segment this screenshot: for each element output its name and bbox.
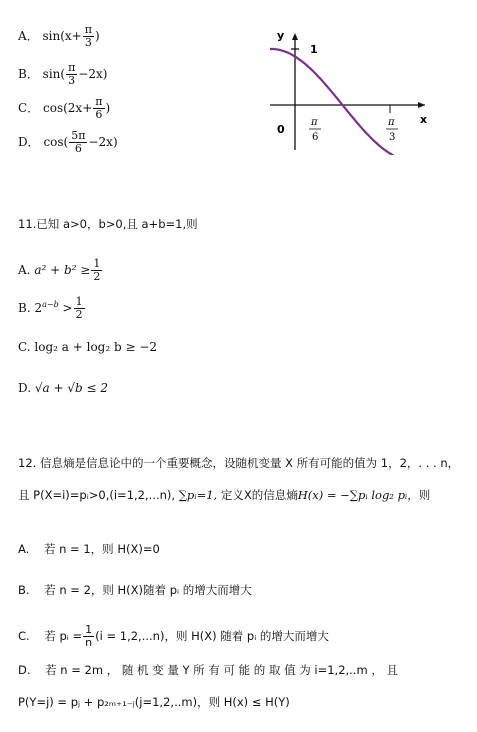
q12-option-d: D. 若 n = 2m ， 随 机 变 量 Y 所 有 可 能 的 取 值 为 i=1,2,..m ， 且 (18, 663, 399, 677)
origin-label: 0 (277, 123, 285, 136)
q12-stem-line2: 且 P(X=i)=pᵢ>0,(i=1,2,...n), ∑pᵢ=1, 定义X的信息熵H(x) = −∑pᵢ log₂ pᵢ，则 (18, 488, 431, 502)
tick-pi6-den: 6 (312, 132, 319, 143)
x-axis-arrow (418, 102, 425, 108)
tick-pi6-num: π (311, 117, 318, 128)
q10-option-c: C． cos(2x+ $\frac{\pi}{6}$ ) (18, 95, 111, 121)
q12-stem-line1: 12. 信息熵是信息论中的一个重要概念，设随机变量 X 所有可能的值为 1，2，. . . n， (18, 456, 460, 470)
fraction: $\frac{\pi}{6}$ (95, 95, 103, 121)
q11-option-b: B. $2^{a-b}$ > $\frac{1}{2}$ (18, 295, 83, 321)
y-axis-label: y (277, 29, 285, 42)
q12-option-d-line2: P(Y=j) = pⱼ + p₂ₘ₊₁₋ⱼ(j=1,2,..m)，则 H(x) ≤ H(Y) (18, 695, 290, 709)
fraction: $\frac{1}{n}$ (85, 623, 93, 649)
q11-option-c: C. log₂ a + log₂ b ≥ −2 (18, 340, 158, 354)
q12-option-a: A. 若 n = 1，则 H(X)=0 (18, 542, 160, 556)
q10-option-b: B． sin( $\frac{\pi}{3}$ −2x) (18, 61, 108, 87)
sine-graph (265, 25, 435, 155)
q10-option-a: A． sin(x+ $\frac{\pi}{3}$ ) (18, 23, 100, 49)
q11-option-a: A. a² + b² ≥ $\frac{1}{2}$ (18, 257, 101, 283)
fraction: $\frac{1}{2}$ (75, 295, 83, 321)
fraction: $\frac{\pi}{3}$ (84, 23, 92, 49)
q12-option-c: C. 若 pᵢ = $\frac{1}{n}$ (i = 1,2,...n)，则 H(X) 随着 pᵢ 的增大而增大 (18, 623, 329, 649)
fraction: $\frac{1}{2}$ (93, 257, 101, 283)
fraction: $\frac{\pi}{3}$ (68, 61, 76, 87)
tick-pi3-num: π (388, 117, 395, 128)
y-tick-label: 1 (310, 43, 318, 56)
tick-pi3-den: 3 (389, 132, 396, 143)
q10-option-d: D． cos( $\frac{5\pi}{6}$ −2x) (18, 129, 118, 155)
q11-stem: 11.已知 a>0，b>0,且 a+b=1,则 (18, 217, 198, 231)
y-axis-arrow (292, 33, 298, 40)
fraction: $\frac{5\pi}{6}$ (71, 129, 86, 155)
q12-option-b: B. 若 n = 2，则 H(X)随着 pᵢ 的增大而增大 (18, 583, 252, 597)
x-axis-label: x (420, 113, 428, 126)
q11-option-d: D. √a + √b ≤ 2 (18, 381, 108, 395)
